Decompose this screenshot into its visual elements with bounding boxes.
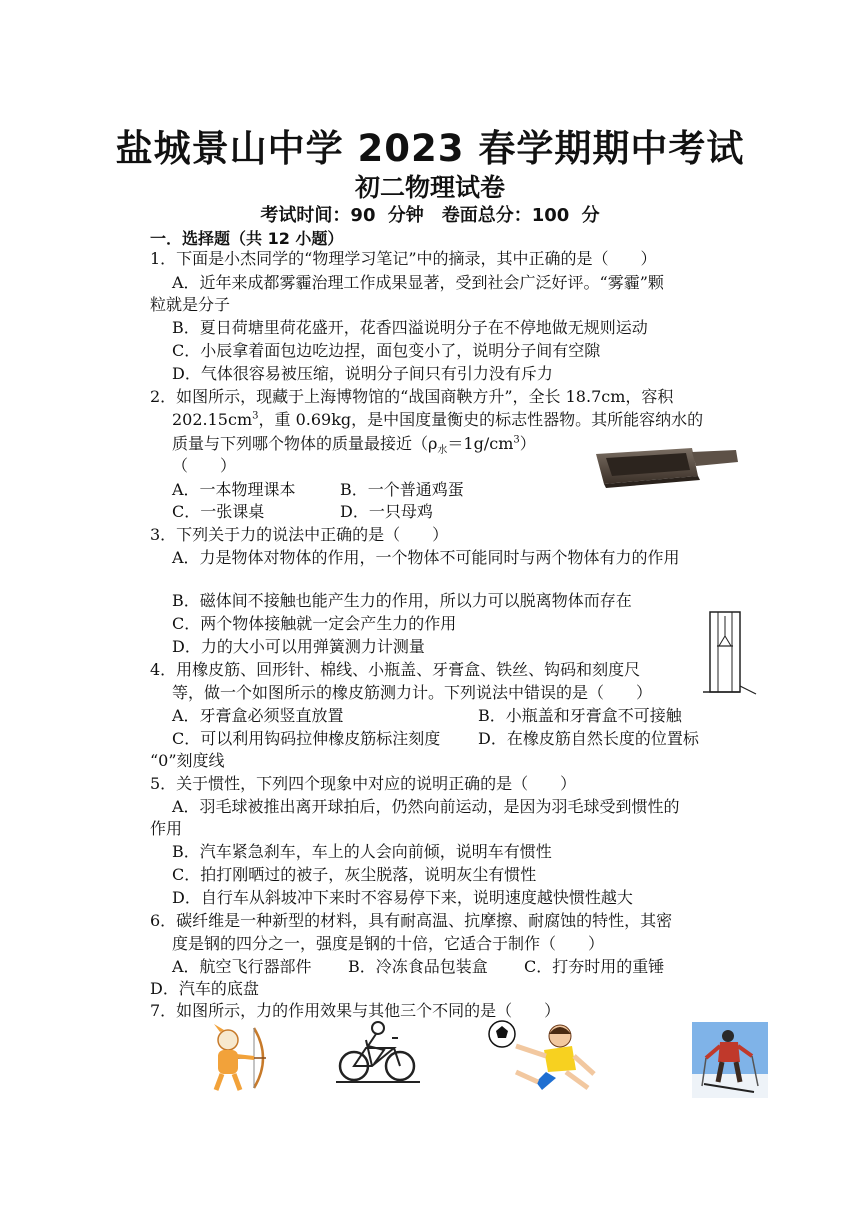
force-meter-diagram bbox=[702, 606, 758, 696]
q4-option-b: B．小瓶盖和牙膏盒不可接触 bbox=[478, 706, 682, 725]
q5-option-a: A．羽毛球被推出离开球拍后，仍然向前运动，是因为羽毛球受到惯性的 bbox=[172, 797, 680, 816]
soccer-kick-image bbox=[476, 1016, 602, 1096]
q6-stem-line2: 度是钢的四分之一，强度是钢的十倍，它适合于制作（ ） bbox=[172, 934, 605, 953]
exam-subtitle: 初二物理试卷 bbox=[354, 173, 505, 202]
bronze-vessel-image bbox=[590, 440, 740, 490]
q4-option-c: C．可以利用钩码拉伸橡皮筋标注刻度 bbox=[172, 729, 441, 748]
q6-option-a: A．航空飞行器部件 bbox=[172, 957, 312, 976]
cyclist-image bbox=[336, 1020, 420, 1086]
q1-option-d: D．气体很容易被压缩，说明分子间只有引力没有斥力 bbox=[172, 364, 553, 383]
q2-option-b: B．一个普通鸡蛋 bbox=[340, 480, 464, 499]
q5-option-a-cont: 作用 bbox=[150, 819, 183, 838]
q4-option-a: A．牙膏盒必须竖直放置 bbox=[172, 706, 344, 725]
q2-stem-line2 bbox=[172, 409, 703, 431]
q6-option-c: C．打夯时用的重锤 bbox=[524, 957, 665, 976]
q5-option-c: C．拍打刚晒过的被子，灰尘脱落，说明灰尘有惯性 bbox=[172, 865, 537, 884]
q3-option-d: D．力的大小可以用弹簧测力计测量 bbox=[172, 637, 425, 656]
q1-stem: 1．下面是小杰同学的“物理学习笔记”中的摘录，其中正确的是（ ） bbox=[150, 249, 657, 268]
q4-stem-line2: 等，做一个如图所示的橡皮筋测力计。下列说法中错误的是（ ） bbox=[172, 683, 653, 702]
q2-answer-blank: （ ） bbox=[172, 456, 237, 475]
archer-cartoon-image bbox=[200, 1022, 274, 1096]
q3-option-b: B．磁体间不接触也能产生力的作用，所以力可以脱离物体而存在 bbox=[172, 591, 632, 610]
q2-density-sub: 水 bbox=[437, 445, 448, 457]
exam-title: 盐城景山中学 2023 春学期期中考试 bbox=[115, 127, 745, 170]
q2-option-a: A．一本物理课本 bbox=[172, 480, 296, 499]
exam-info: 考试时间：90 分钟 卷面总分：100 分 bbox=[260, 205, 600, 226]
skier-image bbox=[692, 1022, 768, 1098]
q6-option-b: B．冷冻食品包装盒 bbox=[348, 957, 488, 976]
q2-stem-line3-c: ） bbox=[519, 434, 536, 453]
q7-stem: 7．如图所示，力的作用效果与其他三个不同的是（ ） bbox=[150, 1001, 561, 1020]
q2-stem-line1: 2．如图所示，现藏于上海博物馆的“战国商鞅方升”，全长 18.7cm，容积 bbox=[150, 387, 674, 406]
q1-option-c: C．小辰拿着面包边吃边捏，面包变小了，说明分子间有空隙 bbox=[172, 341, 601, 360]
q4-stem-line1: 4．用橡皮筋、回形针、棉线、小瓶盖、牙膏盒、铁丝、钩码和刻度尺 bbox=[150, 660, 641, 679]
q2-stem-line3 bbox=[172, 433, 536, 455]
q5-option-d: D．自行车从斜坡冲下来时不容易停下来，说明速度越快惯性越大 bbox=[172, 888, 633, 907]
q5-stem: 5．关于惯性，下列四个现象中对应的说明正确的是（ ） bbox=[150, 774, 577, 793]
q2-stem-line2-rest: ，重 0.69kg，是中国度量衡史的标志性器物。其所能容纳水的 bbox=[258, 410, 704, 429]
q2-volume: 202.15cm bbox=[172, 410, 253, 429]
q6-stem-line1: 6．碳纤维是一种新型的材料，具有耐高温、抗摩擦、耐腐蚀的特性，其密 bbox=[150, 911, 673, 930]
q3-option-c: C．两个物体接触就一定会产生力的作用 bbox=[172, 614, 457, 633]
q1-option-a-cont: 粒就是分子 bbox=[150, 295, 231, 314]
q2-stem-line3-a: 质量与下列哪个物体的质量最接近（ρ bbox=[172, 434, 438, 453]
q4-option-d-cont: “0”刻度线 bbox=[150, 751, 225, 770]
q2-option-c: C．一张课桌 bbox=[172, 502, 265, 521]
q3-stem: 3．下列关于力的说法中正确的是（ ） bbox=[150, 525, 449, 544]
q2-option-d: D．一只母鸡 bbox=[340, 502, 433, 521]
section-heading: 一．选择题（共 12 小题） bbox=[150, 229, 344, 248]
q1-option-a: A．近年来成都雾霾治理工作成果显著，受到社会广泛好评。“雾霾”颗 bbox=[172, 273, 664, 292]
q4-option-d: D．在橡皮筋自然长度的位置标 bbox=[478, 729, 699, 748]
q2-stem-line3-b: ＝1g/cm bbox=[447, 434, 514, 453]
q1-option-b: B．夏日荷塘里荷花盛开，花香四溢说明分子在不停地做无规则运动 bbox=[172, 318, 648, 337]
q2-density-exp: 3 bbox=[513, 434, 520, 446]
q2-unit-exp: 3 bbox=[252, 410, 259, 422]
q6-option-d: D．汽车的底盘 bbox=[150, 979, 259, 998]
q5-option-b: B．汽车紧急刹车，车上的人会向前倾，说明车有惯性 bbox=[172, 842, 552, 861]
q3-option-a: A．力是物体对物体的作用，一个物体不可能同时与两个物体有力的作用 bbox=[172, 548, 680, 567]
